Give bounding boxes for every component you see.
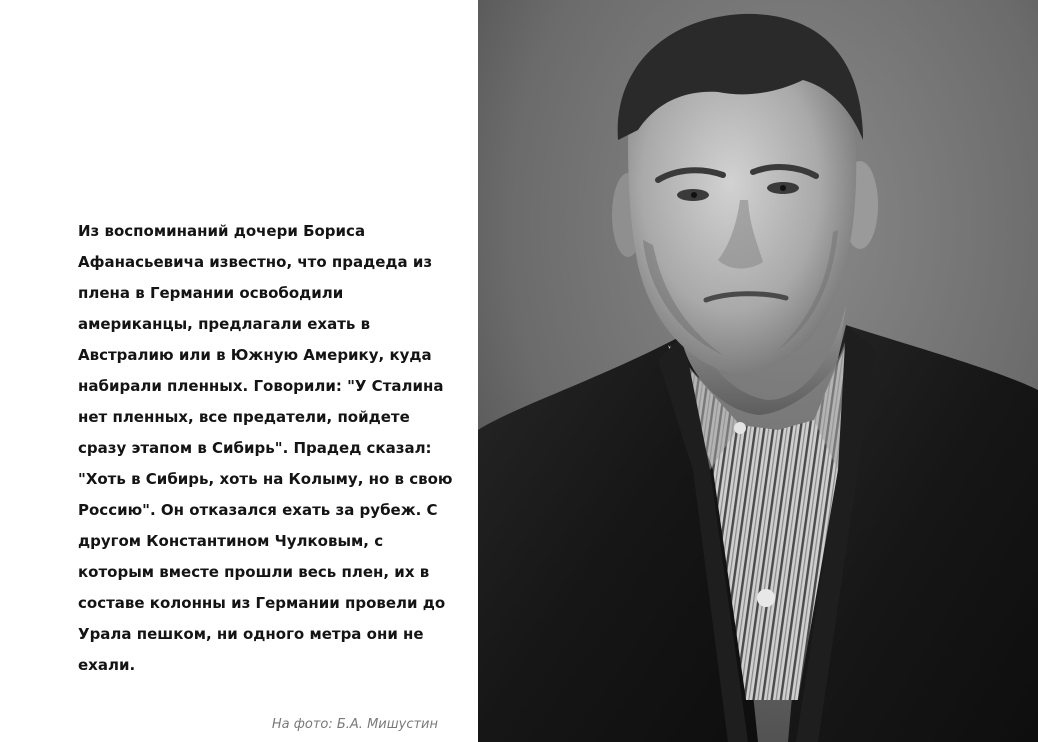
quote-line: которым вместе прошли весь плен, их в <box>78 563 430 581</box>
text-column <box>0 0 478 742</box>
quote-line: другом Константином Чулковым, с <box>78 532 384 550</box>
memoir-quote <box>78 216 453 681</box>
quote-line: Из воспоминаний дочери Бориса <box>78 222 366 240</box>
quote-line: Урала пешком, ни одного метра они не <box>78 625 424 643</box>
quote-line: ехали. <box>78 656 136 674</box>
quote-line: набирали пленных. Говорили: "У Сталина <box>78 377 444 395</box>
quote-line: составе колонны из Германии провели до <box>78 594 446 612</box>
quote-line: сразу этапом в Сибирь". Прадед сказал: <box>78 439 432 457</box>
quote-line: американцы, предлагали ехать в <box>78 315 371 333</box>
quote-line: Афанасьевича известно, что прадеда из <box>78 253 433 271</box>
quote-line: "Хоть в Сибирь, хоть на Колыму, но в свою <box>78 470 453 488</box>
photo-caption: На фото: Б.А. Мишустин <box>271 717 438 732</box>
quote-line: Австралию или в Южную Америку, куда <box>78 346 432 364</box>
shirt-button <box>757 589 775 607</box>
quote-line: Россию". Он отказался ехать за рубеж. С <box>78 501 438 519</box>
portrait-photo <box>478 0 1038 742</box>
shirt-button <box>734 422 746 434</box>
quote-line: нет пленных, все предатели, пойдете <box>78 408 410 426</box>
quote-line: плена в Германии освободили <box>78 284 344 302</box>
portrait-image <box>478 0 1038 742</box>
